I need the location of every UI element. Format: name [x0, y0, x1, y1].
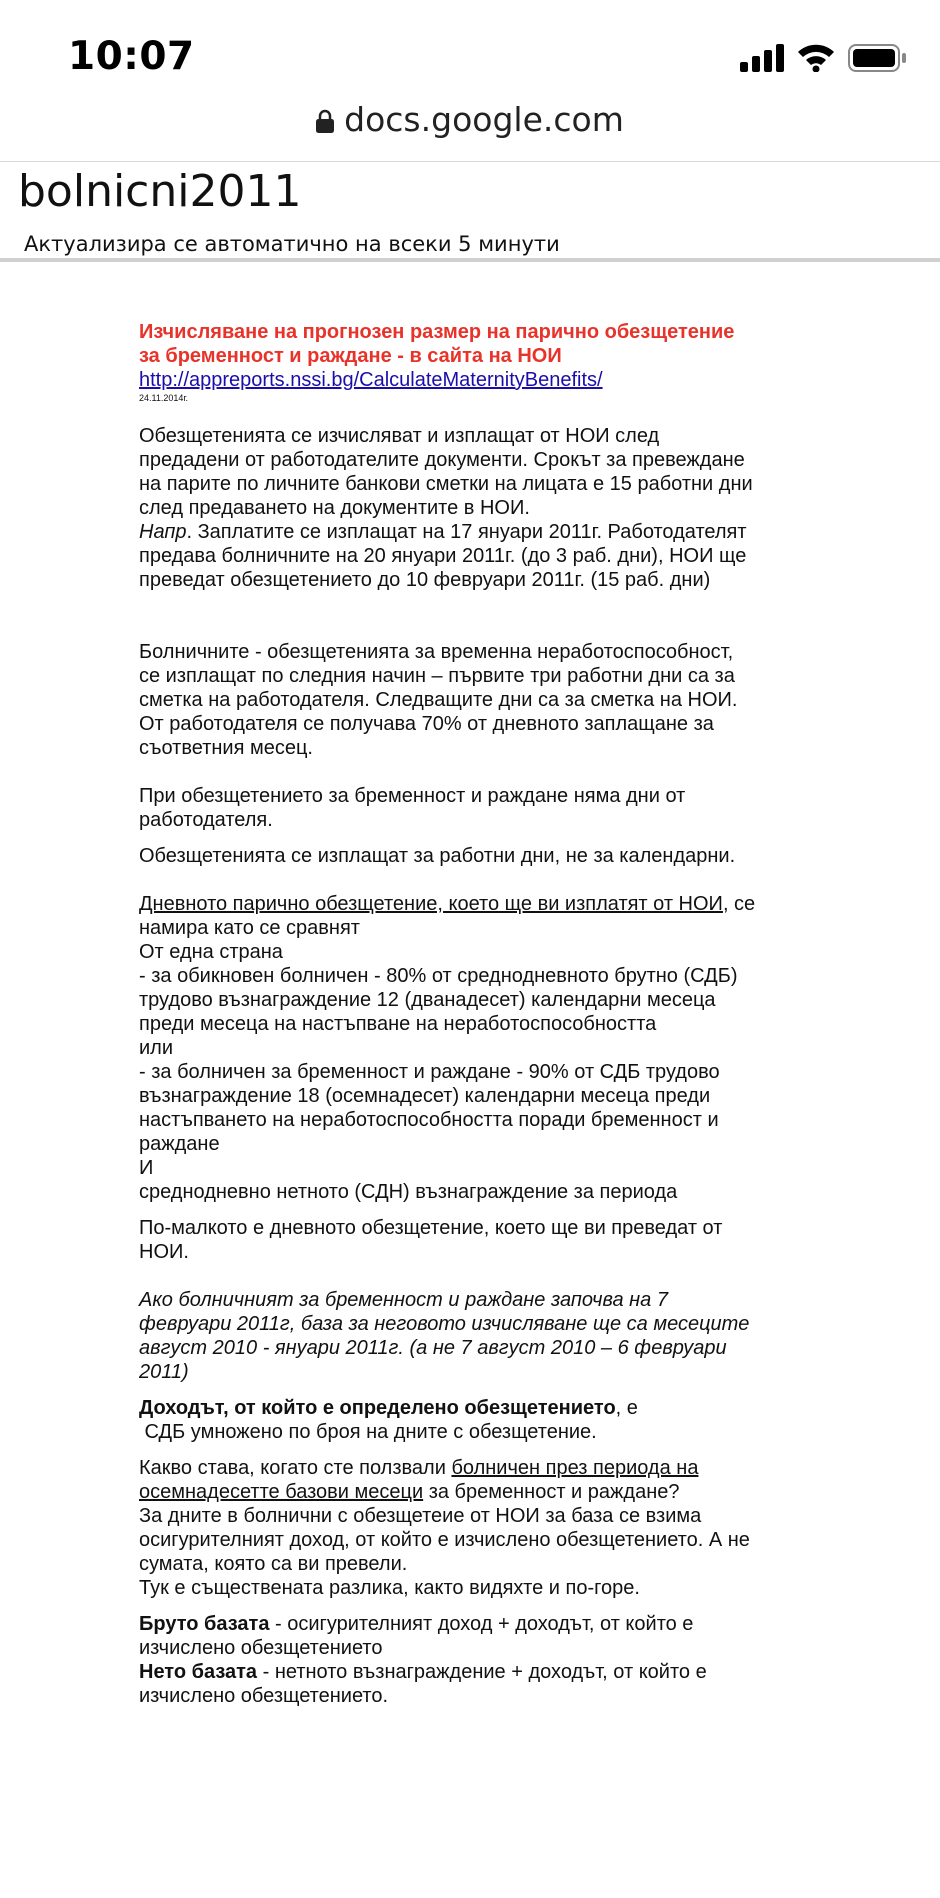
calculator-link[interactable]: http://appreports.nssi.bg/CalculateMaternityBenefits/: [139, 369, 603, 391]
paragraph-daily-benefit: [139, 892, 759, 940]
net-base-text: - нетното възнаграждение + доходът, от който е изчислено обезщетението.: [139, 1661, 707, 1707]
paragraph-maternity: При обезщетението за бременност и раждане няма дни от работодателя.: [139, 785, 686, 831]
url-bar[interactable]: [0, 100, 940, 160]
battery-icon: [848, 44, 908, 72]
daily-benefit-term: Дневното парично обезщетение, което ще ви изплатят от НОИ: [139, 893, 723, 915]
wifi-icon: [796, 42, 836, 72]
income-text: , е: [615, 1397, 638, 1419]
paragraph-net-base: [139, 1660, 759, 1708]
paragraph-lower-amount: По-малкото е дневното обезщетение, което ще ви преведат от НОИ.: [139, 1217, 723, 1263]
paragraph-maternity-example: Ако болничният за бременност и раждане започва на 7 февруари 2011г, база за неговото изчисляване ще са месеците август 2010 - януари 2011г. (а не 7 август 2010 – 6 февруари 2011): [139, 1289, 750, 1383]
signal-icon: [740, 44, 786, 72]
compare-line-6: среднодневно нетното (СДН) възнаграждение за периода: [139, 1181, 678, 1203]
income-line-2: СДБ умножено по броя на дните с обезщетение.: [139, 1421, 597, 1443]
compare-line-3: или: [139, 1037, 174, 1059]
paragraph-gross-base: [139, 1612, 759, 1660]
question-start: Какво става, когато сте ползвали: [139, 1457, 452, 1479]
compare-line-5: И: [139, 1157, 154, 1179]
paragraph-working-days: Обезщетенията се изплащат за работни дни, не за календарни.: [139, 845, 736, 867]
question-rest: за бременност и раждане?: [423, 1481, 680, 1503]
daily-benefit-text: , се намира като се сравнят: [139, 893, 756, 939]
document-date: 24.11.2014г.: [139, 393, 189, 403]
compare-line-2: - за обикновен болничен - 80% от среднодневното брутно (СДБ) трудово възнаграждение 12 (дванадесет) календарни месеца преди месеца на настъпване на неработоспособността: [139, 965, 738, 1035]
question-underlined: болничен през периода на осемнадесетте базови месеци: [139, 1457, 699, 1503]
paragraph-income: [139, 1396, 759, 1420]
gross-base-text: - осигурителният доход + доходът, от който е изчислено обезщетението: [139, 1613, 694, 1659]
lock-icon: [316, 109, 334, 133]
paragraph-payment-terms: Обезщетенията се изчисляват и изплащат от НОИ след предадени от работодателите документи. Срокът за превеждане на парите по личните банкови сметки на лицата е 15 работни дни след предаването на документите в НОИ.: [139, 425, 753, 519]
document-body: [139, 320, 759, 1708]
example-text: . Заплатите се изплащат на 17 януари 2011г. Работодателят предава болничните на 20 януари 2011г. (до 3 раб. дни), НОИ ще преведат обезщетението до 10 февруари 2011г. (15 раб. дни): [139, 521, 747, 591]
compare-line-4: - за болничен за бременност и раждане - 90% от СДБ трудово възнаграждение 18 (осемнадесет) календарни месеца преди настъпването на неработоспособността поради бременност и раждане: [139, 1061, 720, 1155]
status-time: 10:07: [68, 34, 195, 79]
doc-subtitle: Актуализира се автоматично на всеки 5 минути: [24, 232, 560, 256]
doc-title: bolnicni2011: [18, 166, 302, 217]
status-bar: [0, 0, 940, 100]
paragraph-sick-leave: Болничните - обезщетенията за временна неработоспособност, се изплащат по следния начин – първите три работни дни са за сметка на работодателя. Следващите дни са за сметка на НОИ. От работодателя се получава 70% от дневното заплащане за съответния месец.: [139, 641, 738, 759]
answer-line-2: Тук е съществената разлика, както видяхте и по-горе.: [139, 1577, 640, 1599]
net-base-term: Нето базата: [139, 1661, 258, 1683]
url-text: docs.google.com: [344, 100, 624, 139]
compare-line-1: От една страна: [139, 941, 283, 963]
paragraph-example: [139, 520, 759, 592]
gross-base-term: Бруто базата: [139, 1613, 270, 1635]
divider: [0, 161, 940, 162]
example-label: Напр: [139, 521, 187, 543]
header-divider: [0, 258, 940, 262]
income-term: Доходът, от който е определено обезщетението: [139, 1397, 616, 1419]
section-heading: Изчисляване на прогнозен размер на парично обезщетение за бременност и раждане - в сайта на НОИ: [139, 321, 735, 367]
answer-line-1: За дните в болнични с обезщетеие от НОИ за база се взима осигурителният доход, от който е изчислено обезщетението. А не сумата, която са ви превели.: [139, 1505, 750, 1575]
paragraph-question: [139, 1456, 759, 1504]
